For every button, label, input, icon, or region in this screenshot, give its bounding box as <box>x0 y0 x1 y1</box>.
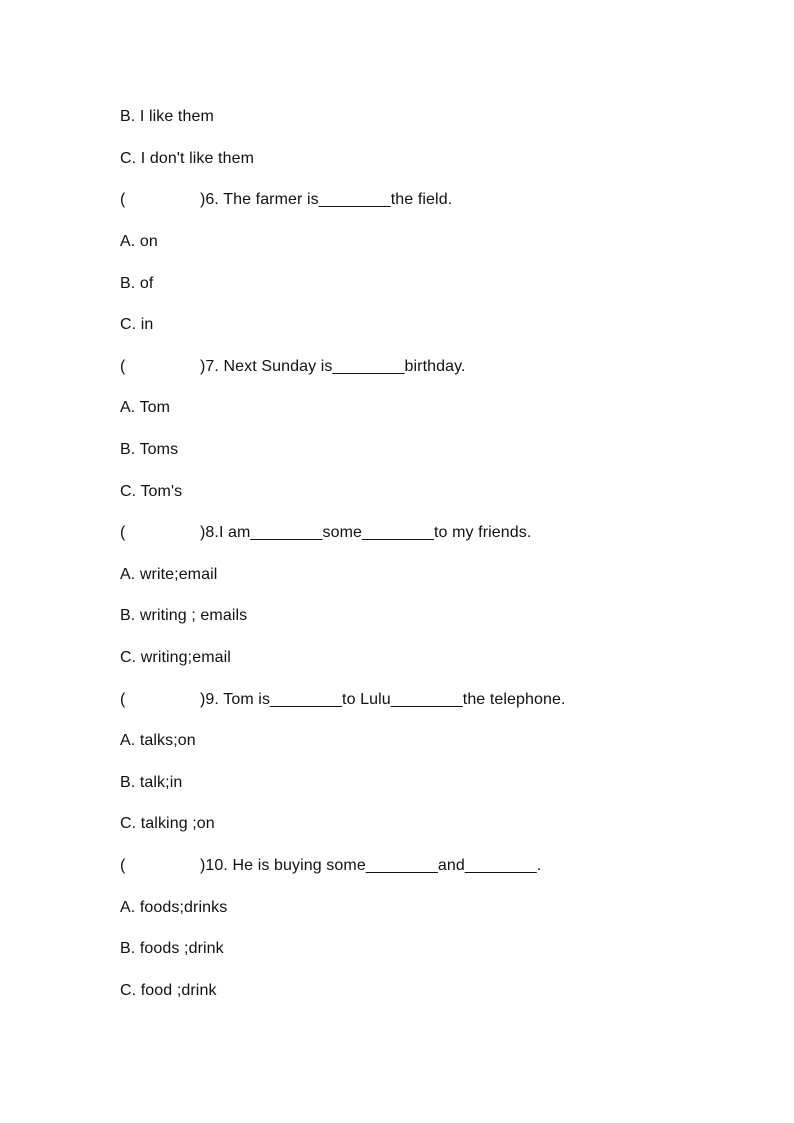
question-line <box>120 190 452 210</box>
question-line <box>120 690 566 710</box>
question-text: )6. The farmer is________the field. <box>200 191 453 208</box>
answer-paren: ( <box>120 691 126 708</box>
option-line <box>120 315 153 335</box>
question-text: )7. Next Sunday is________birthday. <box>200 358 466 375</box>
option-line <box>120 232 158 252</box>
option-line <box>120 939 224 959</box>
option-line <box>120 149 254 169</box>
option-line <box>120 773 182 793</box>
option-text: A. write;email <box>120 566 218 583</box>
option-line <box>120 440 178 460</box>
option-text: B. writing ; emails <box>120 607 248 624</box>
option-text: B. talk;in <box>120 774 183 791</box>
option-text: C. in <box>120 316 154 333</box>
option-text: A. on <box>120 233 158 250</box>
option-line <box>120 482 182 502</box>
option-line <box>120 274 153 294</box>
option-text: A. Tom <box>120 399 171 416</box>
option-text: C. writing;email <box>120 649 231 666</box>
question-line <box>120 523 531 543</box>
option-line <box>120 814 215 834</box>
option-text: B. Toms <box>120 441 179 458</box>
option-line <box>120 398 170 418</box>
option-line <box>120 731 196 751</box>
question-line <box>120 357 466 377</box>
option-text: C. I don't like them <box>120 150 254 167</box>
option-text: C. Tom's <box>120 483 183 500</box>
question-text: )10. He is buying some________and________. <box>200 857 542 874</box>
option-line <box>120 648 231 668</box>
option-line <box>120 606 247 626</box>
option-line <box>120 898 227 918</box>
option-line <box>120 981 217 1001</box>
answer-paren: ( <box>120 524 126 541</box>
option-line <box>120 565 217 585</box>
option-text: C. talking ;on <box>120 815 215 832</box>
option-line <box>120 107 214 127</box>
option-text: C. food ;drink <box>120 982 217 999</box>
question-line <box>120 856 541 876</box>
option-text: A. foods;drinks <box>120 899 228 916</box>
option-text: A. talks;on <box>120 732 196 749</box>
option-text: B. of <box>120 275 154 292</box>
answer-paren: ( <box>120 358 126 375</box>
question-text: )9. Tom is________to Lulu________the telephone. <box>200 691 566 708</box>
question-text: )8.I am________some________to my friends. <box>200 524 532 541</box>
answer-paren: ( <box>120 191 126 208</box>
option-text: B. I like them <box>120 108 214 125</box>
option-text: B. foods ;drink <box>120 940 224 957</box>
answer-paren: ( <box>120 857 126 874</box>
